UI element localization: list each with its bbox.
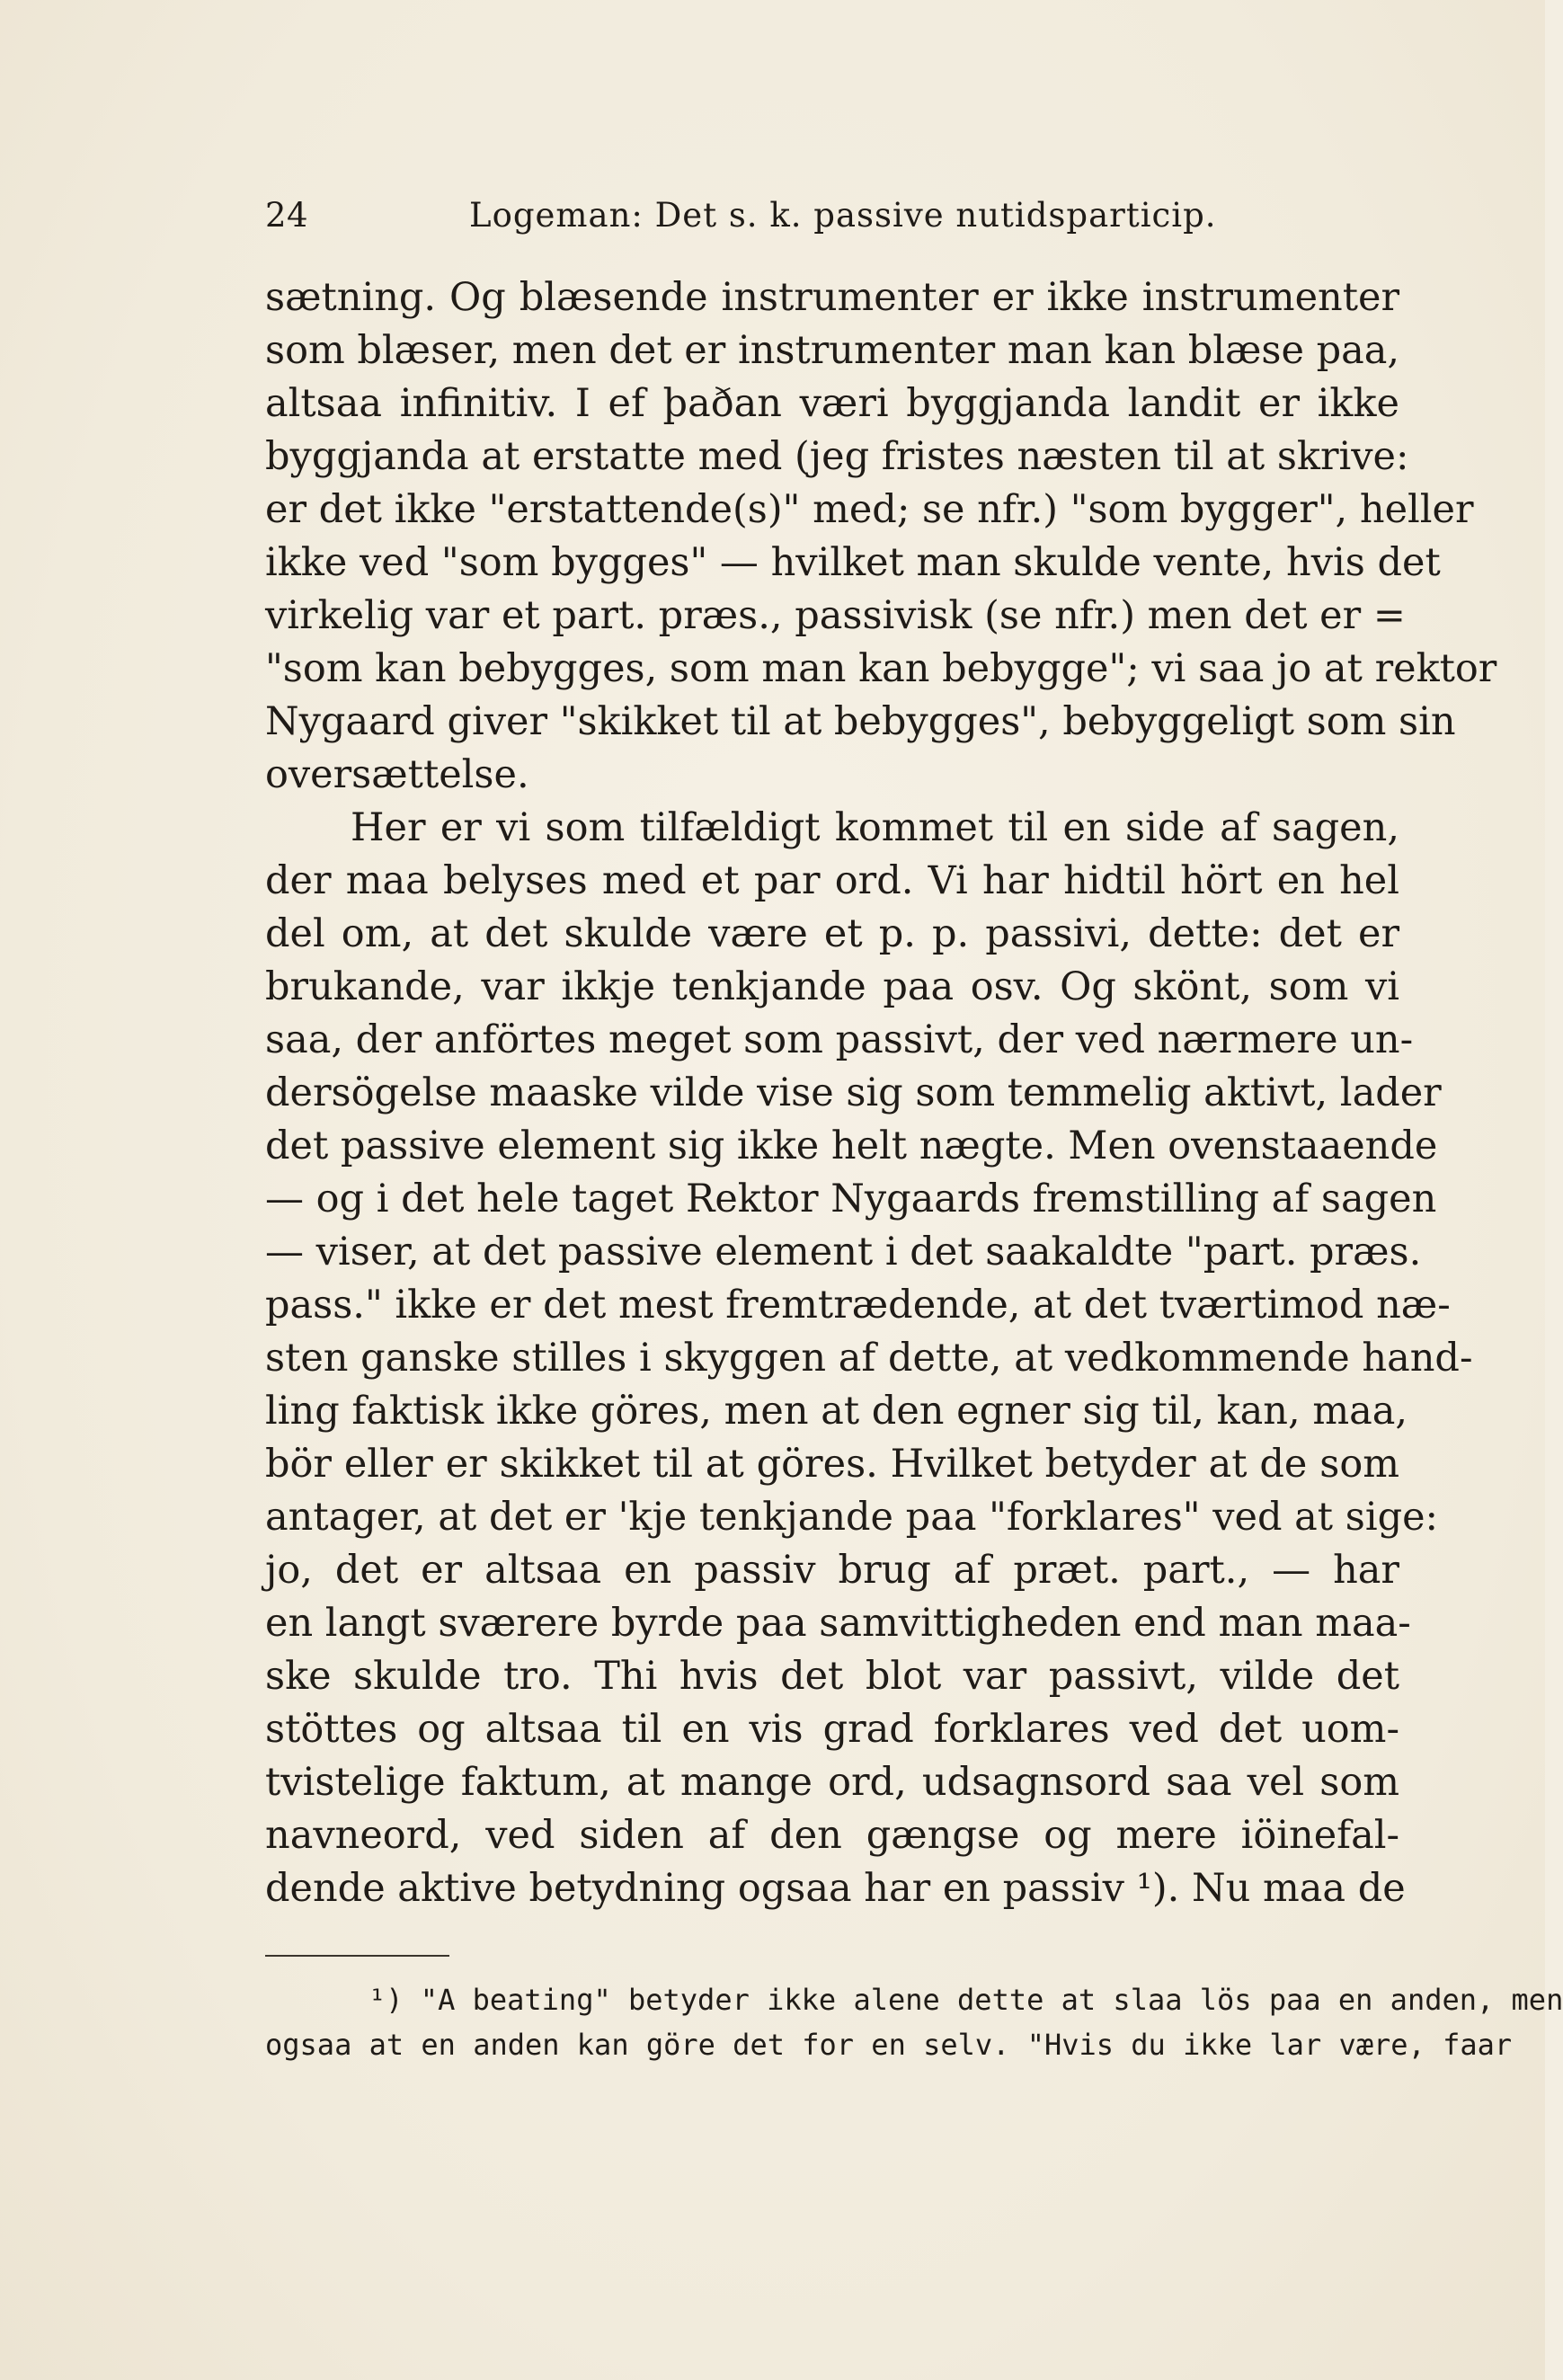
text-line: sten ganske stilles i skyggen af dette, at vedkommende hand-: [265, 1336, 1473, 1381]
page-header: [265, 196, 1402, 250]
text-line: ikke ved "som bygges" — hvilket man skulde vente, hvis det: [265, 540, 1441, 585]
text-line: det passive element sig ikke helt nægte. Men ovenstaaende: [265, 1123, 1438, 1168]
text-line: jo, det er altsaa en passiv brug af præt. part., — har: [265, 1548, 1399, 1593]
text-line: virkelig var et part. præs., passivisk (se nfr.) men det er =: [265, 593, 1406, 638]
text-line: brukande, var ikkje tenkjande paa osv. Og skönt, som vi: [265, 964, 1399, 1009]
footnotes: [265, 1977, 1563, 2067]
text-line: saa, der anförtes meget som passivt, der ved nærmere un-: [265, 1017, 1414, 1062]
text-line: pass." ikke er det mest fremtrædende, at det tværtimod næ-: [265, 1283, 1451, 1328]
text-line: "som kan bebygges, som man kan bebygge"; vi saa jo at rektor: [265, 646, 1497, 691]
footnote-line: ogsaa at en anden kan göre det for en selv. "Hvis du ikke lar være, faar: [265, 2028, 1513, 2062]
text-line: som blæser, men det er instrumenter man kan blæse paa,: [265, 328, 1400, 373]
page-number: 24: [265, 196, 309, 235]
text-line: der maa belyses med et par ord. Vi har hidtil hört en hel: [265, 858, 1399, 903]
text-line: ske skulde tro. Thi hvis det blot var passivt, vilde det: [265, 1654, 1399, 1699]
text-line: — viser, at det passive element i det saakaldte "part. præs.: [265, 1230, 1422, 1274]
text-line: bör eller er skikket til at göres. Hvilket betyder at de som: [265, 1442, 1399, 1487]
text-line: Nygaard giver "skikket til at bebygges", bebyggeligt som sin: [265, 699, 1456, 744]
running-head: Logeman: Det s. k. passive nutidsparticip.: [469, 196, 1217, 235]
text-line: er det ikke "erstattende(s)" med; se nfr.) "som bygger", heller: [265, 487, 1474, 532]
text-line: dende aktive betydning ogsaa har en passiv ¹). Nu maa de: [265, 1866, 1406, 1911]
text-line: altsaa infinitiv. I ef þaðan væri byggjanda landit er ikke: [265, 381, 1399, 426]
body-text: [265, 271, 1497, 1915]
text-line: oversættelse.: [265, 752, 529, 797]
text-line: — og i det hele taget Rektor Nygaards fremstilling af sagen: [265, 1177, 1437, 1221]
text-line: dersögelse maaske vilde vise sig som temmelig aktivt, lader: [265, 1070, 1442, 1115]
footnote-divider: [265, 1955, 449, 1957]
text-line: Her er vi som tilfældigt kommet til en side af sagen,: [351, 805, 1399, 850]
text-line: en langt sværere byrde paa samvittigheden end man maa-: [265, 1601, 1411, 1646]
text-line: ling faktisk ikke göres, men at den egner sig til, kan, maa,: [265, 1389, 1408, 1434]
text-line: byggjanda at erstatte med (jeg fristes næsten til at skrive:: [265, 434, 1409, 479]
footnote-line: ¹) "A beating" betyder ikke alene dette at slaa lös paa en anden, men: [369, 1983, 1563, 2017]
text-line: sætning. Og blæsende instrumenter er ikke instrumenter: [265, 275, 1399, 320]
text-line: stöttes og altsaa til en vis grad forklares ved det uom-: [265, 1707, 1399, 1752]
text-line: antager, at det er 'kje tenkjande paa "forklares" ved at sige:: [265, 1495, 1439, 1540]
text-line: navneord, ved siden af den gængse og mere iöinefal-: [265, 1813, 1399, 1858]
text-line: tvistelige faktum, at mange ord, udsagnsord saa vel som: [265, 1760, 1399, 1805]
text-line: del om, at det skulde være et p. p. passivi, dette: det er: [265, 911, 1399, 956]
